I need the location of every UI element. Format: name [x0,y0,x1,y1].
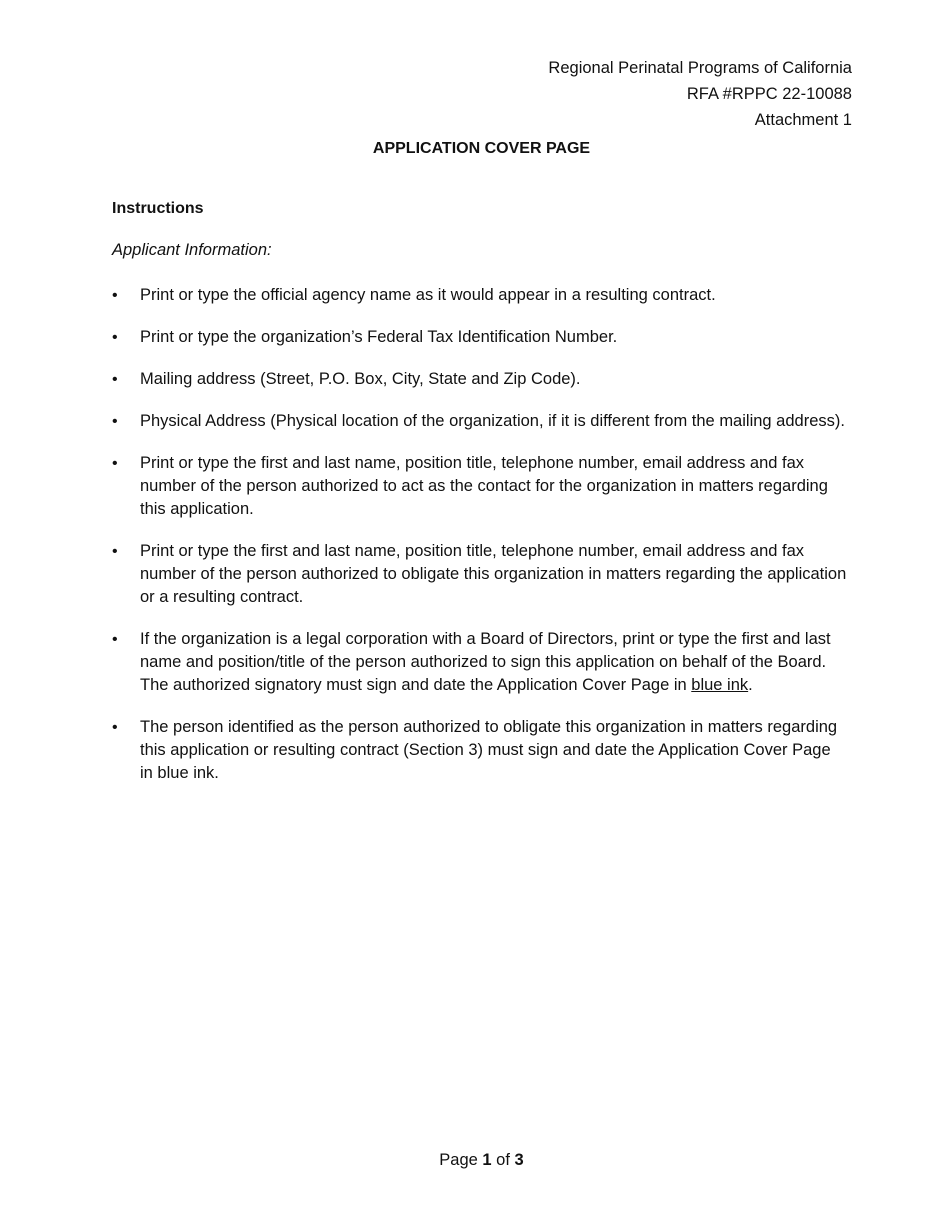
list-item [112,284,847,307]
header-rfa-number: RFA #RPPC 22-10088 [686,85,852,103]
blue-ink-emphasis: blue ink [691,676,749,694]
list-item-text-end: . [748,676,753,694]
bullet-icon: • [112,631,118,648]
list-item-text: Mailing address (Street, P.O. Box, City, State and Zip Code). [140,370,581,388]
instructions-list [112,284,847,804]
list-item [112,628,847,697]
bullet-icon: • [112,455,118,472]
list-item-text [140,630,831,694]
total-pages-number: 3 [514,1151,524,1169]
page-footer [0,1151,950,1170]
list-item-text: Print or type the organization’s Federal Tax Identification Number. [140,328,618,346]
list-item [112,410,847,433]
header-organization: Regional Perinatal Programs of California [548,59,852,77]
current-page-number: 1 [482,1151,492,1169]
bullet-icon: • [112,543,118,560]
bullet-icon: • [112,329,118,346]
bullet-icon: • [112,719,118,736]
bullet-icon: • [112,413,118,430]
list-item [112,368,847,391]
list-item [112,716,847,785]
bullet-icon: • [112,287,118,304]
bullet-icon: • [112,371,118,388]
document-header [548,55,852,133]
list-item-text: Print or type the first and last name, position title, telephone number, email address and fax number of the person authorized to obligate this organization in matters regarding the application or a resulting contract. [140,542,847,606]
list-item [112,452,847,521]
list-item-text-start: If the organization is a legal corporation with a Board of Directors, print or type the first and last name and position/title of the person authorized to sign this application on behalf of the Board. The authorized signatory must sign and date the Application Cover Page in [140,630,831,694]
applicant-information-subheading: Applicant Information: [112,241,272,259]
page-label: Page [439,1151,483,1169]
header-attachment: Attachment 1 [754,111,852,129]
list-item [112,540,847,609]
instructions-heading: Instructions [112,200,204,217]
page-title: APPLICATION COVER PAGE [372,140,591,157]
page-of-label: of [491,1151,515,1169]
list-item-text: The person identified as the person authorized to obligate this organization in matters regarding this application or resulting contract (Section 3) must sign and date the Application Cover Page in blue ink. [140,718,838,782]
list-item-text: Print or type the first and last name, position title, telephone number, email address and fax number of the person authorized to act as the contact for the organization in matters regarding this application. [140,454,828,518]
list-item-text: Physical Address (Physical location of the organization, if it is different from the mailing address). [140,412,845,430]
list-item-text: Print or type the official agency name as it would appear in a resulting contract. [140,286,716,304]
list-item [112,326,847,349]
